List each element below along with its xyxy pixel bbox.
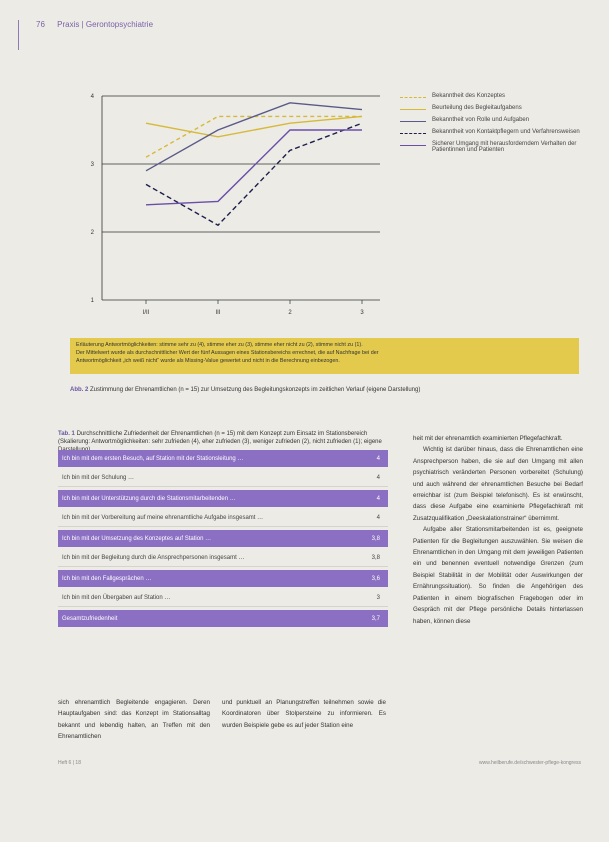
line-chart <box>80 86 400 318</box>
y-tick-label: 1 <box>90 298 94 304</box>
table-row <box>58 530 388 547</box>
series-line <box>146 130 362 205</box>
paragraph: sich ehrenamtlich Begleitende engagieren. Deren Hauptaufgaben sind: das Konzept im Stationsalltag bekannt und lebendig halten, an Treffen mit den Ehrenamtlichen <box>58 699 210 741</box>
paragraph: Aufgabe aller Stationsmitarbeitenden ist es, geeignete Patienten für die Begleitungen auszuwählen. Sie weisen die Ehrenamtlichen in den Umgang mit dem jeweiligen Patienten ein und benennen eventuell notwendige Grenzen (zum Beispiel Stabilität in der Mobilität oder Auswirkungen der Ernährungssituation). So finden die Angehörigen des Patienten in einem biografischen Fragebogen oder im Gespräch mit der Pflege persönliche Details hinterlassen haben, können diese <box>413 526 583 625</box>
row-label: Ich bin mit dem ersten Besuch, auf Station mit der Stationsleitung … <box>62 455 244 462</box>
row-value: 3,6 <box>371 575 380 582</box>
note-line-3: Antwortmöglichkeit „ich weiß nicht“ wurde als Missing-Value gewertet und nicht in die Berechnung einbezogen. <box>76 358 340 364</box>
y-tick-label: 3 <box>90 162 94 168</box>
legend-item <box>400 129 600 135</box>
results-table <box>58 450 388 630</box>
table-row <box>58 550 388 567</box>
legend-swatch <box>400 133 426 134</box>
legend-label: Bekanntheit von Kontaktpflegern und Verfahrensweisen <box>432 129 580 135</box>
legend-swatch <box>400 145 426 146</box>
row-value: 4 <box>376 495 380 502</box>
running-head <box>36 20 153 29</box>
series-line <box>146 103 362 171</box>
legend-item <box>400 105 600 111</box>
y-tick-label: 2 <box>90 230 94 236</box>
page-number: 76 <box>36 20 45 29</box>
row-value: 3,8 <box>371 535 380 542</box>
x-tick-label: III <box>215 310 221 316</box>
paragraph: heit mit der ehrenamtlich examinierten Pflegefachkraft. <box>413 435 563 442</box>
figure-caption <box>70 387 580 393</box>
row-label: Ich bin mit den Übergaben auf Station … <box>62 595 171 601</box>
text-column-left <box>58 697 210 743</box>
x-tick-label: I/II <box>142 310 150 316</box>
note-line-2: Der Mittelwert wurde als durchschnittlicher Wert der fünf Aussagen eines Stationsbereichs errechnet, die auf Nachfrage bei der <box>76 350 379 356</box>
table-row <box>58 570 388 587</box>
row-label: Ich bin mit den Fallgesprächen … <box>62 575 152 582</box>
legend-label: Bekanntheit des Konzeptes <box>432 93 506 99</box>
row-label: Ich bin mit der Unterstützung durch die Stationsmitarbeitenden … <box>62 495 236 502</box>
text-column-right <box>413 433 583 627</box>
table-label: Tab. 1 <box>58 431 75 437</box>
paragraph: Wichtig ist darüber hinaus, dass die Ehrenamtlichen eine Ansprechperson haben, die sie auf den Umgang mit allen psychiatrisch veränderten Personen vorbereitet (Schulung) und auch während der ehrenamtlichen Besuche bei Bedarf erreichbar ist (zum Beispiel telefonisch). Es ist erwünscht, dass diese Aufgabe eine examinierte Pflegefachkraft mit Zusatzqualifikation „Deeskalationstrainer“ übernimmt. <box>413 446 583 522</box>
x-tick-label: 3 <box>360 310 364 316</box>
table-row <box>58 510 388 527</box>
row-label: Ich bin mit der Vorbereitung auf meine ehrenamtliche Aufgabe insgesamt … <box>62 515 264 521</box>
paragraph: und punktuell an Planungstreffen teilnehmen sowie die Koordinatoren über Stolpersteine zu informieren. Es wurden Beispiele gebe es auf jeder Station eine <box>222 699 386 729</box>
table-row <box>58 450 388 467</box>
series-line <box>146 116 362 136</box>
table-row <box>58 610 388 627</box>
margin-rule <box>18 20 19 50</box>
row-value: 4 <box>376 515 380 521</box>
legend-swatch <box>400 109 426 110</box>
legend-item <box>400 93 600 99</box>
text-column-middle <box>222 697 386 731</box>
row-label: Gesamtzufriedenheit <box>62 615 118 622</box>
note-line-1: Erläuterung Antwortmöglichkeiten: stimme sehr zu (4), stimme eher zu (3), stimme eher nicht zu (2), stimme nicht zu (1). <box>76 342 363 348</box>
footer-right: www.heilberufe.de/schwester-pflege-kongress <box>479 760 581 766</box>
legend-item <box>400 117 600 123</box>
table-row <box>58 590 388 607</box>
x-tick-label: 2 <box>288 310 292 316</box>
legend-label: Sicherer Umgang mit herausforderndem Verhalten der Patientinnen und Patienten <box>432 141 577 153</box>
row-value: 4 <box>376 455 380 462</box>
row-value: 3,7 <box>371 615 380 622</box>
row-label: Ich bin mit der Umsetzung des Konzeptes auf Station … <box>62 535 212 542</box>
chart-legend <box>400 93 600 159</box>
table-row <box>58 470 388 487</box>
footer-left: Heft 6 | 18 <box>58 760 81 766</box>
legend-swatch <box>400 121 426 122</box>
legend-label: Beurteilung des Begleitaufgabens <box>432 105 522 111</box>
legend-label: Bekanntheit von Rolle und Aufgaben <box>432 117 530 123</box>
table-row <box>58 490 388 507</box>
legend-swatch <box>400 97 426 98</box>
row-value: 4 <box>376 475 380 481</box>
series-line <box>146 116 362 157</box>
row-label: Ich bin mit der Schulung … <box>62 475 135 481</box>
y-tick-label: 4 <box>90 94 94 100</box>
figure-caption-text: Zustimmung der Ehrenamtlichen (n = 15) zur Umsetzung des Begleitungskonzepts im zeitlichen Verlauf (eigene Darstellung) <box>90 387 421 393</box>
row-value: 3,8 <box>371 555 380 561</box>
table-caption-text: Durchschnittliche Zufriedenheit der Ehrenamtlichen (n = 15) mit dem Konzept zum Einsatz im Stationsbereich (Skalierung: Antwortmöglichkeiten: sehr zufrieden (4), eher zufrieden (3), weniger zufrieden (2), nicht zufrieden (1); eigene <box>58 431 382 445</box>
legend-item <box>400 141 600 153</box>
chart-note-box <box>70 338 579 374</box>
section-title: Praxis | Gerontopsychiatrie <box>57 20 154 29</box>
row-value: 3 <box>376 595 380 601</box>
row-label: Ich bin mit der Begleitung durch die Ansprechpersonen insgesamt … <box>62 555 245 561</box>
figure-label: Abb. 2 <box>70 387 89 393</box>
